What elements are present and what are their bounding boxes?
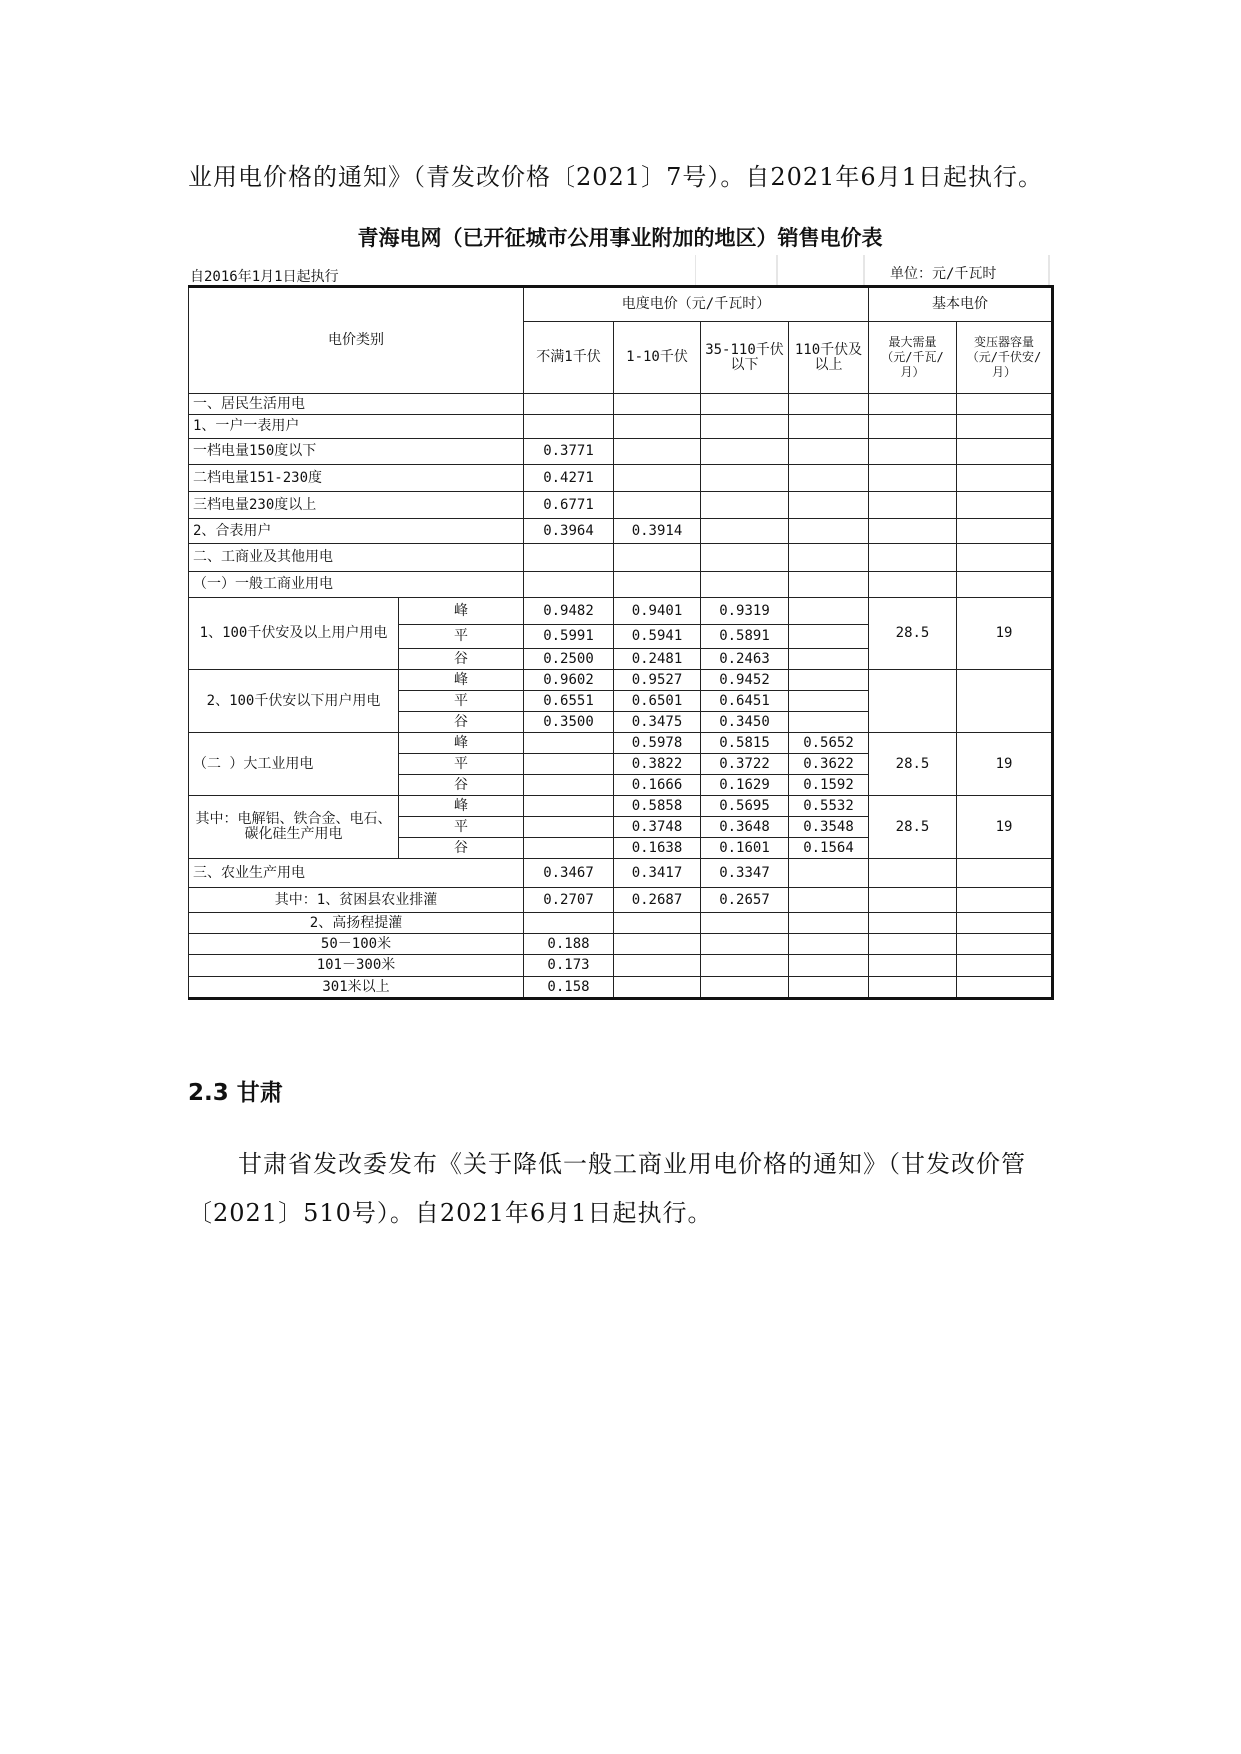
value-cell: 0.3964	[524, 519, 614, 544]
table-title: 青海电网（已开征城市公用事业附加的地区）销售电价表	[357, 226, 883, 250]
table-row	[189, 859, 1053, 888]
table-row	[189, 934, 1053, 955]
value-cell: 0.4271	[524, 465, 614, 492]
table-row	[189, 572, 1053, 598]
capacity-cell: 19	[957, 598, 1053, 670]
value-cell: 0.6771	[524, 492, 614, 519]
value-cell: 0.1601	[701, 838, 789, 859]
paragraph-line: 甘肃省发改委发布《关于降低一般工商业用电价格的通知》（甘发改价管	[238, 1150, 1026, 1178]
value-cell: 0.3914	[614, 519, 701, 544]
tou-label: 峰	[399, 733, 524, 754]
tou-label: 平	[399, 754, 524, 775]
section-heading: 2.3 甘肃	[188, 1080, 283, 1106]
row-label: 101－300米	[189, 955, 524, 977]
value-cell: 0.3822	[614, 754, 701, 775]
value-cell: 0.3417	[614, 859, 701, 888]
header-energy-price: 电度电价（元/千瓦时）	[524, 287, 869, 322]
value-cell: 0.5858	[614, 796, 701, 817]
row-label: 其中：1、贫困县农业排灌	[189, 888, 524, 913]
value-cell: 0.173	[524, 955, 614, 977]
tou-label: 谷	[399, 775, 524, 796]
row-label: 301米以上	[189, 977, 524, 999]
value-cell: 0.6451	[701, 691, 789, 712]
value-cell: 0.3467	[524, 859, 614, 888]
capacity-cell: 19	[957, 796, 1053, 859]
value-cell: 0.2463	[701, 649, 789, 670]
group-label: 2、100千伏安以下用户用电	[189, 670, 399, 733]
value-cell: 0.5815	[701, 733, 789, 754]
header-basic-price: 基本电价	[869, 287, 1053, 322]
tou-label: 平	[399, 625, 524, 649]
table-row	[189, 598, 1053, 625]
row-label: 一档电量150度以下	[189, 439, 524, 465]
value-cell: 0.1564	[789, 838, 869, 859]
header-v2: 1-10千伏	[614, 322, 701, 394]
value-cell: 0.3347	[701, 859, 789, 888]
row-label: 2、高扬程提灌	[189, 913, 524, 934]
header-capacity: 变压器容量（元/千伏安/月）	[957, 322, 1053, 394]
row-label: （一）一般工商业用电	[189, 572, 524, 598]
value-cell: 0.3722	[701, 754, 789, 775]
table-row	[189, 670, 1053, 691]
max-demand-cell: 28.5	[869, 796, 957, 859]
tou-label: 谷	[399, 712, 524, 733]
value-cell: 0.5532	[789, 796, 869, 817]
value-cell: 0.1592	[789, 775, 869, 796]
table-row	[189, 955, 1053, 977]
value-cell: 0.1638	[614, 838, 701, 859]
value-cell: 0.1666	[614, 775, 701, 796]
value-cell: 0.188	[524, 934, 614, 955]
max-demand-cell: 28.5	[869, 733, 957, 796]
table-row	[189, 796, 1053, 817]
tou-label: 峰	[399, 796, 524, 817]
group-label: 1、100千伏安及以上用户用电	[189, 598, 399, 670]
value-cell: 0.2687	[614, 888, 701, 913]
group-label: 其中：电解铝、铁合金、电石、碳化硅生产用电	[189, 796, 399, 859]
value-cell: 0.9482	[524, 598, 614, 625]
value-cell: 0.5941	[614, 625, 701, 649]
value-cell: 0.3548	[789, 817, 869, 838]
intro-paragraph: 业用电价格的通知》（青发改价格〔2021〕7号）。自2021年6月1日起执行。	[188, 163, 1043, 191]
value-cell: 0.1629	[701, 775, 789, 796]
tou-label: 谷	[399, 649, 524, 670]
max-demand-cell: 28.5	[869, 598, 957, 670]
table-row	[189, 888, 1053, 913]
value-cell: 0.2707	[524, 888, 614, 913]
value-cell: 0.2500	[524, 649, 614, 670]
header-v4: 110千伏及以上	[789, 322, 869, 394]
value-cell: 0.5891	[701, 625, 789, 649]
header-v3: 35-110千伏以下	[701, 322, 789, 394]
tou-label: 平	[399, 691, 524, 712]
table-row	[189, 913, 1053, 934]
table-row	[189, 977, 1053, 999]
row-label: 一、居民生活用电	[189, 394, 524, 415]
value-cell: 0.9452	[701, 670, 789, 691]
tariff-table	[188, 285, 1054, 1000]
value-cell: 0.3648	[701, 817, 789, 838]
row-label: 三、农业生产用电	[189, 859, 524, 888]
value-cell: 0.3475	[614, 712, 701, 733]
row-label: 1、一户一表用户	[189, 415, 524, 439]
value-cell: 0.3771	[524, 439, 614, 465]
row-label: 二、工商业及其他用电	[189, 544, 524, 572]
value-cell: 0.2481	[614, 649, 701, 670]
header-category: 电价类别	[189, 287, 524, 394]
value-cell: 0.3500	[524, 712, 614, 733]
value-cell: 0.3622	[789, 754, 869, 775]
paragraph-line: 〔2021〕510号）。自2021年6月1日起执行。	[188, 1199, 713, 1227]
value-cell: 0.6501	[614, 691, 701, 712]
table-row	[189, 465, 1053, 492]
table-row	[189, 733, 1053, 754]
tou-label: 平	[399, 817, 524, 838]
value-cell: 0.9319	[701, 598, 789, 625]
tou-label: 峰	[399, 598, 524, 625]
row-label: 50－100米	[189, 934, 524, 955]
table-row	[189, 519, 1053, 544]
header-v1: 不满1千伏	[524, 322, 614, 394]
value-cell: 0.5695	[701, 796, 789, 817]
row-label: 三档电量230度以上	[189, 492, 524, 519]
faint-grid-lines	[695, 255, 1050, 285]
row-label: 二档电量151-230度	[189, 465, 524, 492]
value-cell: 0.3450	[701, 712, 789, 733]
row-label: 2、合表用户	[189, 519, 524, 544]
value-cell: 0.9602	[524, 670, 614, 691]
value-cell: 0.5652	[789, 733, 869, 754]
value-cell: 0.6551	[524, 691, 614, 712]
value-cell: 0.9401	[614, 598, 701, 625]
effective-date-note: 自2016年1月1日起执行	[190, 269, 339, 285]
value-cell: 0.3748	[614, 817, 701, 838]
value-cell: 0.5991	[524, 625, 614, 649]
value-cell: 0.5978	[614, 733, 701, 754]
value-cell: 0.9527	[614, 670, 701, 691]
table-row	[189, 394, 1053, 415]
capacity-cell: 19	[957, 733, 1053, 796]
header-row-1	[189, 287, 1053, 322]
tou-label: 峰	[399, 670, 524, 691]
unit-note: 单位：元/千瓦时	[890, 266, 997, 282]
value-cell: 0.2657	[701, 888, 789, 913]
table-row	[189, 544, 1053, 572]
table-row	[189, 415, 1053, 439]
value-cell: 0.158	[524, 977, 614, 999]
tou-label: 谷	[399, 838, 524, 859]
header-max-demand: 最大需量（元/千瓦/月）	[869, 322, 957, 394]
group-label: （二 ）大工业用电	[189, 733, 399, 796]
table-row	[189, 492, 1053, 519]
table-row	[189, 439, 1053, 465]
